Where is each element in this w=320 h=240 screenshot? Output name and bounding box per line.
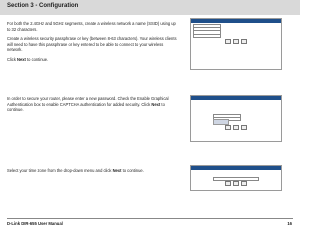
click-next-paragraph-1: Click Next to continue. [7, 57, 49, 62]
next-button [233, 181, 239, 186]
page-header [0, 0, 300, 15]
section-title: Section 3 - Configuration [7, 3, 79, 9]
time-zone-paragraph: Select your time zone from the drop-down menu and click Next to continue. [7, 168, 144, 173]
next-button [233, 125, 239, 130]
wireless-security-paragraph: Create a wireless security passphrase or key (between 8-63 characters). Your wireless clients will need to have this passphrase or key entered to be able to connect to your wireless network. [7, 36, 177, 53]
key-5-row [193, 34, 279, 37]
time-zone-screenshot [190, 165, 282, 191]
password-screenshot [190, 95, 282, 142]
screenshot-buttons [193, 181, 279, 186]
prev-button [225, 181, 231, 186]
screenshot-buttons [193, 39, 279, 44]
key-5-field [193, 34, 221, 38]
screenshot-buttons [193, 125, 279, 130]
manual-title: D-Link DIR-655 User Manual [7, 221, 63, 226]
page-number: 16 [287, 221, 292, 226]
wireless-settings-screenshot [190, 18, 282, 70]
prev-button [225, 125, 231, 130]
cancel-button [241, 181, 247, 186]
captcha-row [193, 121, 279, 124]
next-button [233, 39, 239, 44]
wireless-ssid-paragraph: For both the 2.4GHz and 5GHz segments, create a wireless network a name (SSID) using up to 32 characters. [7, 21, 176, 32]
footer-divider [7, 218, 293, 219]
cancel-button [241, 125, 247, 130]
password-paragraph: In order to secure your router, please enter a new password. Check the Enable Graphical Authentication box to enable CAPTCHA authentication for added security. Click Next to continue. [7, 96, 169, 113]
time-zone-row [193, 177, 279, 180]
time-zone-select [213, 177, 259, 181]
prev-button [225, 39, 231, 44]
password-description [193, 101, 279, 114]
cancel-button [241, 39, 247, 44]
